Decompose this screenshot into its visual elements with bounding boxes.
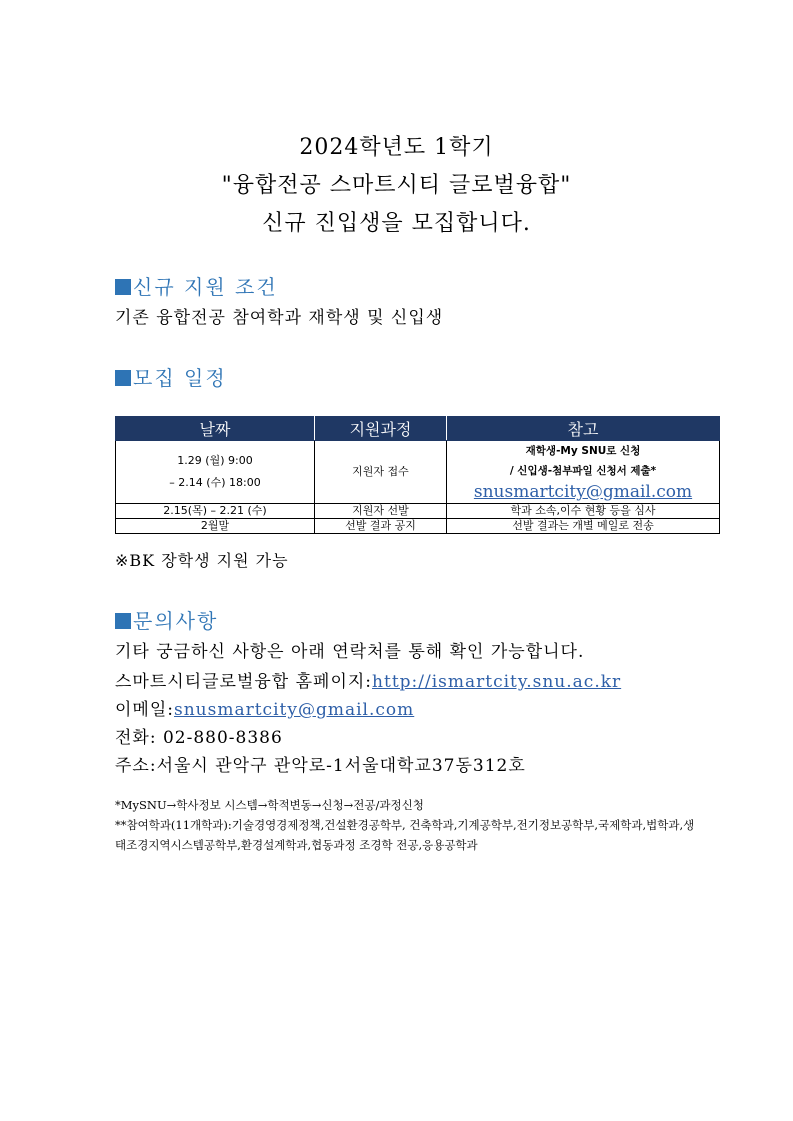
table-row	[116, 504, 720, 519]
date-cell: 2.15(목) – 2.21 (수)	[116, 504, 315, 519]
eligibility-text: 기존 융합전공 참여학과 재학생 및 신입생	[115, 308, 444, 328]
section-title: 문의사항	[133, 609, 219, 633]
section-heading-eligibility	[115, 271, 278, 300]
section-title: 모집 일정	[133, 366, 227, 390]
footnote-departments: **참여학과(11개학과):기술경영경제정책,건설환경공학부, 건축학과,기계공학부,전기정보공학부,국제학과,법학과,생태조경지역시스템공학부,환경설계학과,협동과정 조경학 전공,응용공학과	[115, 818, 695, 852]
note-cell	[447, 441, 720, 504]
square-bullet-icon	[115, 370, 131, 386]
date-line: – 2.14 (수) 18:00	[169, 476, 261, 489]
process-cell: 선발 결과 공지	[315, 519, 447, 534]
title-line-3: 신규 진입생을 모집합니다.	[262, 211, 531, 236]
footnote-mysnu: *MySNU→학사정보 시스템→학적변동→신청→전공/과정신청	[115, 798, 424, 812]
section-heading-contact	[115, 605, 218, 634]
date-line: 1.29 (월) 9:00	[177, 454, 253, 467]
table-header-process: 지원과정	[315, 417, 447, 441]
note-line: 재학생-My SNU로 신청	[525, 445, 641, 457]
date-cell	[116, 441, 315, 504]
square-bullet-icon	[115, 613, 131, 629]
title-line-1: 2024학년도 1학기	[299, 135, 494, 160]
note-cell: 선발 결과는 개별 메일로 전송	[447, 519, 720, 534]
phone-line: 전화: 02-880-8386	[115, 728, 283, 748]
homepage-label: 스마트시티글로벌융합 홈페이지:	[115, 672, 373, 692]
contact-intro: 기타 궁금하신 사항은 아래 연락처를 통해 확인 가능합니다.	[115, 642, 585, 662]
note-line: / 신입생-첨부파일 신청서 제출*	[509, 465, 657, 477]
homepage-link[interactable]: http://ismartcity.snu.ac.kr	[372, 672, 622, 692]
table-row	[116, 519, 720, 534]
table-header-note: 참고	[447, 417, 720, 441]
section-heading-schedule	[115, 362, 227, 391]
table-header-date: 날짜	[116, 417, 315, 441]
email-label: 이메일:	[115, 700, 174, 720]
homepage-line	[115, 667, 621, 692]
process-cell: 지원자 접수	[315, 441, 447, 504]
schedule-footnote: ※BK 장학생 지원 가능	[115, 551, 289, 570]
note-cell: 학과 소속,이수 현황 등을 심사	[447, 504, 720, 519]
section-title: 신규 지원 조건	[133, 275, 278, 299]
table-row	[116, 441, 720, 504]
date-cell: 2월말	[116, 519, 315, 534]
process-cell: 지원자 선발	[315, 504, 447, 519]
email-link[interactable]: snusmartcity@gmail.com	[473, 482, 693, 502]
email-line	[115, 695, 414, 720]
table-header-row	[116, 417, 720, 441]
square-bullet-icon	[115, 279, 131, 295]
schedule-table	[115, 416, 720, 534]
address-line: 주소:서울시 관악구 관악로-1서울대학교37동312호	[115, 756, 526, 776]
title-line-2: "융합전공 스마트시티 글로벌융합"	[221, 173, 572, 198]
email-link[interactable]: snusmartcity@gmail.com	[174, 700, 415, 720]
